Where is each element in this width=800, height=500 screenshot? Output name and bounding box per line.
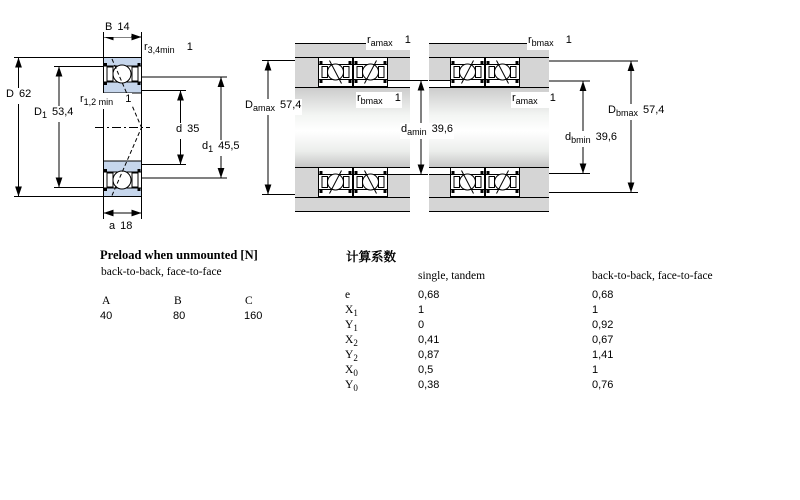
factor-row-label: $X_0$ bbox=[345, 364, 358, 378]
preload-title: Preload when unmounted [N] bbox=[100, 248, 258, 262]
preload-col-c: C bbox=[245, 295, 253, 307]
dim-label-r34: $r_{3,4min}$ 1 bbox=[144, 41, 193, 55]
factors-title: 计算系数 bbox=[346, 250, 397, 264]
bearing-pair-diagram-b bbox=[429, 43, 638, 212]
preload-col-a: A bbox=[102, 295, 111, 307]
factor-row-value1: 0,87 bbox=[418, 349, 440, 361]
factor-row-label: $Y_2$ bbox=[345, 349, 358, 363]
factor-row-value1: 1 bbox=[418, 304, 425, 316]
dim-label-r12: $r_{1,2 min}$ 1 bbox=[80, 93, 132, 107]
factor-row-label: $Y_1$ bbox=[345, 319, 358, 333]
factor-row-value1: 0 bbox=[418, 319, 425, 331]
factor-row-value1: 0,38 bbox=[418, 379, 440, 391]
dim-label-Damax: $D_{amax}$ 57,4 bbox=[245, 99, 302, 113]
factor-row-label: $X_2$ bbox=[345, 334, 358, 348]
dim-label-B: B 14 bbox=[104, 21, 131, 37]
preload-col-b: B bbox=[174, 295, 182, 307]
factor-row-value2: 1 bbox=[592, 304, 599, 316]
preload-value-a: 40 bbox=[100, 310, 113, 322]
factor-row-value2: 1,41 bbox=[592, 349, 614, 361]
dim-label-d: d 35 bbox=[175, 123, 200, 139]
dim-label-D1: $D_1$ 53,4 bbox=[34, 106, 74, 120]
dim-label-dbmin: $d_{bmin}$ 39,6 bbox=[565, 131, 618, 145]
dim-label-rbmax-mid: $r_{bmax}$ 1 bbox=[357, 92, 401, 106]
factor-row-value1: 0,5 bbox=[418, 364, 434, 376]
factor-row-value2: 0,92 bbox=[592, 319, 614, 331]
factors-col2-header: back-to-back, face-to-face bbox=[592, 270, 713, 282]
factors-col1-header: single, tandem bbox=[418, 270, 486, 282]
preload-value-b: 80 bbox=[173, 310, 186, 322]
factor-row-value1: 0,68 bbox=[418, 289, 440, 301]
dim-label-a: a 18 bbox=[108, 220, 133, 236]
dim-label-d1: $d_1$ 45,5 bbox=[202, 140, 240, 154]
preload-subtitle: back-to-back, face-to-face bbox=[101, 266, 222, 278]
preload-value-c: 160 bbox=[244, 310, 263, 322]
dim-label-damin: $d_{amin}$ 39,6 bbox=[401, 123, 454, 137]
dim-label-Dbmax: $D_{bmax}$ 57,4 bbox=[608, 104, 665, 118]
factor-row-value2: 0,68 bbox=[592, 289, 614, 301]
factor-row-value2: 0,67 bbox=[592, 334, 614, 346]
dim-label-D: D 62 bbox=[5, 88, 32, 104]
factor-row-value2: 0,76 bbox=[592, 379, 614, 391]
dim-label-rbmax-top: $r_{bmax}$ 1 bbox=[528, 34, 572, 48]
dim-label-ramax-top: $r_{amax}$ 1 bbox=[367, 34, 411, 48]
factor-row-label: $X_1$ bbox=[345, 304, 358, 318]
factor-row-value1: 0,41 bbox=[418, 334, 440, 346]
factor-row-value2: 1 bbox=[592, 364, 599, 376]
single-bearing-diagram bbox=[95, 58, 150, 197]
factor-row-label: $Y_0$ bbox=[345, 379, 358, 393]
dim-label-ramax-mid: $r_{amax}$ 1 bbox=[512, 92, 556, 106]
factor-row-label: e bbox=[345, 289, 351, 301]
